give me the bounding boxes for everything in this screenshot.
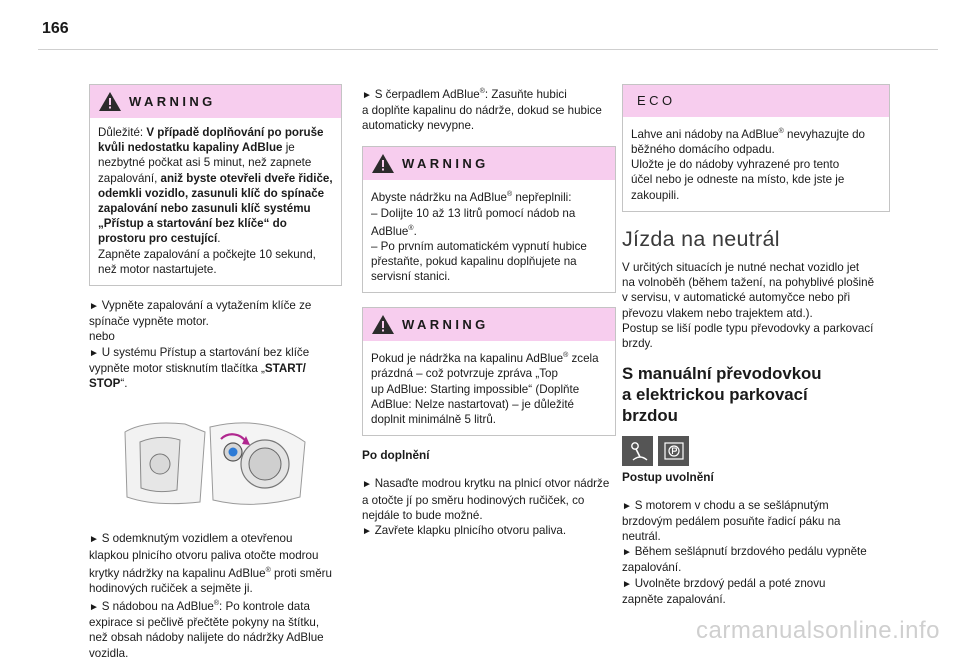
text-run: brzdovým pedálem posuňte řadicí páku na [622,514,841,528]
text-run: . [413,224,417,238]
text-run: – Po prvním automatickém vypnutí hubice [371,239,587,253]
text-line [622,321,890,336]
instructions-turn-off [89,298,342,391]
text-line [98,247,333,262]
text-run: účel nebo je odneste na místo, kde jste je [631,173,845,187]
text-run: Postup se liší podle typu převodovky a parkovací [622,321,874,335]
warning-title: WARNING [402,156,489,172]
text-line [622,306,890,321]
text-run: převozu vlakem nebo trajektem atd.). [622,306,813,320]
eco-box [622,84,890,212]
text-run: zapalování. [622,561,682,575]
warning-header [363,308,615,341]
text-line [362,523,616,539]
text-line [362,118,616,133]
parking-brake-icon [658,436,689,466]
text-run: běžného domácího odpadu. [631,143,775,157]
text-line [89,630,342,645]
text-run: brzdy. [622,337,653,351]
text-run: hodinových ručiček a sejměte ji. [89,581,253,595]
text-line [622,576,890,592]
text-run: na volnoběh (během tažení, na pohyblivé plošině [622,276,875,290]
text-line [89,345,342,361]
text-run: spínače vypněte motor. [89,315,209,329]
text-run: ® [563,352,569,360]
text-run: AdBlue: Nelze nastartovat) – je důležité [371,397,575,411]
text-line [371,412,607,427]
text-line [89,615,342,630]
text-line [371,221,607,239]
text-run: ® [778,128,784,135]
text-line [371,269,607,284]
text-line [89,298,342,314]
text-run: Uvolněte brzdový pedál a poté znovu [634,576,826,590]
text-line [89,314,342,329]
bullet-arrow-icon: ► [362,526,375,538]
text-line [622,275,890,290]
text-line [622,260,890,275]
text-line [622,529,890,544]
column-1 [89,84,342,670]
text-line [362,508,616,523]
text-run: Vypněte zapalování a vytažením klíče ze [101,299,312,313]
text-run: S čerpadlem AdBlue [374,87,480,101]
eco-title: ECO [637,93,676,109]
text-run: přestaňte, pokud kapalinu doplňujete na [371,255,577,268]
text-run: : Zasuňte hubici [484,87,567,101]
text-line [89,646,342,661]
text-run: zakoupili. [631,188,680,202]
text-run: automaticky nevypne. [362,119,475,133]
text-run: Zapněte zapalování a počkejte 10 sekund, [98,247,316,261]
text-run: než motor nastartujete. [98,262,217,276]
text-run: START/ [264,361,306,375]
text-line [98,155,333,170]
text-run: nevyhazujte do [783,127,866,141]
text-run: proti směru [270,566,332,580]
text-run: Nasaďte modrou krytku na plnicí otvor nádrže [374,477,610,491]
warning-triangle-icon [98,91,122,112]
text-run: zcela [568,352,599,366]
text-line [371,239,607,254]
text-run: klapkou plnicího otvoru paliva otočte modrou [89,548,319,562]
text-line [622,592,890,607]
text-line [98,201,333,216]
text-line [622,544,890,560]
text-line [631,124,881,142]
text-run: neutrál. [622,529,661,543]
text-run: expirace si pečlivě přečtěte pokyny na štítku, [89,616,320,630]
text-run: AdBlue [371,224,409,238]
text-run: S motorem v chodu a se sešlápnutým [634,498,829,512]
text-run: než obsah nádoby nalijete do nádržky AdBlue [89,631,324,645]
text-run: v servisu, v automatické automyčce nebo při [622,291,851,305]
bullet-arrow-icon: ► [622,547,635,559]
text-run: nejdále to bude možné. [362,508,483,522]
release-instructions [622,498,890,607]
text-run: zapalování nebo zasunuli klíč systému [98,202,311,216]
text-run: ® [213,600,220,608]
text-run: nepřeplnili: [512,191,572,205]
warning-header [363,147,615,180]
page-number: 166 [42,20,69,37]
instructions-open-cap [89,531,342,660]
text-run: „Přístup a startování bez klíče“ do [98,217,287,231]
text-line [98,171,333,186]
text-run: nezbytné počkat asi 5 minut, než zapnete [98,156,312,170]
intro-paragraph [622,260,890,351]
warning-triangle-icon [371,153,395,174]
text-line [631,157,881,172]
text-line [89,361,342,376]
eco-text [623,117,889,211]
text-line [89,531,342,547]
instructions-pump [362,84,616,133]
pictogram-row [622,436,890,466]
text-line [89,581,342,596]
section-heading-neutral: Jízda na neutrál [622,226,780,251]
bullet-arrow-icon: ► [89,601,102,613]
text-line [98,140,333,155]
column-3 [622,84,890,616]
text-run: odemkli vozidlo, zasunuli klíč do spínače [98,186,325,200]
text-run: S nádobou na AdBlue [101,599,214,613]
text-line [98,216,333,231]
subheading-after-refill: Po doplnění [362,448,430,463]
text-line [89,596,342,615]
text-run: vozidla. [89,646,129,660]
text-line [631,142,881,157]
text-line [631,188,881,203]
warning-text [363,341,615,435]
watermark: carmanualsonline.info [696,617,940,644]
text-line [362,103,616,118]
warning-box-1 [89,84,342,286]
bullet-arrow-icon: ► [622,578,635,590]
section-title-manual-gearbox [622,363,890,426]
text-run: a otočte jí po směru hodinových ručiček, co [362,493,585,507]
text-run: : Po kontrole data [219,599,310,613]
text-line [622,290,890,305]
text-run: prázdná – což potvrzuje zpráva „Top [371,367,558,381]
text-run: nebo [89,330,115,344]
warning-header [90,85,341,118]
eco-header [623,85,889,117]
bullet-arrow-icon: ► [89,534,102,546]
text-line [622,336,890,351]
warning-triangle-icon [371,314,395,335]
warning-text [363,180,615,292]
text-run: Pokud je nádržka na kapalinu AdBlue [371,352,564,366]
text-run: V případě doplňování po poruše [146,126,324,139]
section-title-line: a elektrickou parkovací [622,385,808,405]
text-run: V určitých situacích je nutné nechat vozidlo jet [622,261,860,275]
header-divider [38,49,938,50]
text-line [371,366,607,381]
text-run: aniž byste otevřeli dveře řidiče, [160,171,333,185]
text-run: U systému Přístup a startování bez klíče [101,345,310,359]
text-line [98,125,333,140]
text-line [371,397,607,412]
bullet-arrow-icon: ► [362,89,375,101]
text-run: ® [507,191,513,199]
text-run: ® [408,224,414,232]
text-line [371,254,607,269]
text-line [98,262,333,277]
text-line [362,84,616,103]
warning-title: WARNING [129,93,216,109]
column-2 [362,84,616,548]
text-run: ® [479,88,485,95]
instructions-after-refill [362,476,616,539]
text-run: “. [120,377,128,391]
text-line [631,172,881,187]
text-line [371,382,607,397]
text-run: STOP [89,377,121,391]
text-line [371,187,607,205]
text-run: doplnit minimálně 5 litrů. [371,413,497,427]
text-run: . [217,232,221,246]
text-run: – Dolijte 10 až 13 litrů pomocí nádob na [371,206,576,220]
text-line [622,514,890,529]
warning-box-2 [362,146,616,293]
adblue-filler-cap-illustration [115,412,315,512]
text-run: ® [265,566,271,574]
bullet-arrow-icon: ► [622,500,635,512]
text-line [622,498,890,514]
text-run: zapněte zapalování. [622,592,726,606]
text-line [98,186,333,201]
text-run: prostoru pro cestující [98,232,218,246]
text-line [371,348,607,366]
text-run: kvůli nedostatku kapaliny AdBlue [98,141,283,155]
text-run: Uložte je do nádoby vyhrazené pro tento [631,158,840,172]
text-run: zapalování, [98,171,161,185]
text-line [89,376,342,391]
text-run: Během sešlápnutí brzdového pedálu vypněte [634,545,867,559]
bullet-arrow-icon: ► [89,347,102,359]
section-title-line: brzdou [622,406,678,426]
text-run: servisní stanici. [371,270,451,284]
text-line [622,560,890,575]
warning-box-3 [362,307,616,436]
text-run: Lahve ani nádoby na AdBlue [631,127,779,141]
bullet-arrow-icon: ► [362,479,375,491]
text-line [362,476,616,492]
text-run: krytky nádržky na kapalinu AdBlue [89,566,266,580]
warning-text [90,118,341,285]
bullet-arrow-icon: ► [89,301,102,313]
text-run: Zavřete klapku plnicího otvoru paliva. [374,524,567,538]
text-run: S odemknutým vozidlem a otevřenou [101,532,293,546]
section-title-line: S manuální převodovkou [622,364,822,384]
text-line [98,231,333,246]
warning-title: WARNING [402,317,489,333]
text-run: je [282,141,295,155]
text-line [371,206,607,221]
subheading-release-procedure: Postup uvolnění [622,470,714,485]
text-line [89,548,342,563]
text-line [89,329,342,344]
text-line [362,493,616,508]
text-line [89,563,342,581]
gear-lever-icon [622,436,653,466]
text-run: vypněte motor stisknutím tlačítka „ [89,361,265,375]
text-run: Abyste nádržku na AdBlue [371,191,507,205]
text-run: Důležité: [98,126,147,139]
text-run: a doplňte kapalinu do nádrže, dokud se hubice [362,104,602,118]
text-run: up AdBlue: Starting impossible“ (Doplňte [371,382,580,396]
